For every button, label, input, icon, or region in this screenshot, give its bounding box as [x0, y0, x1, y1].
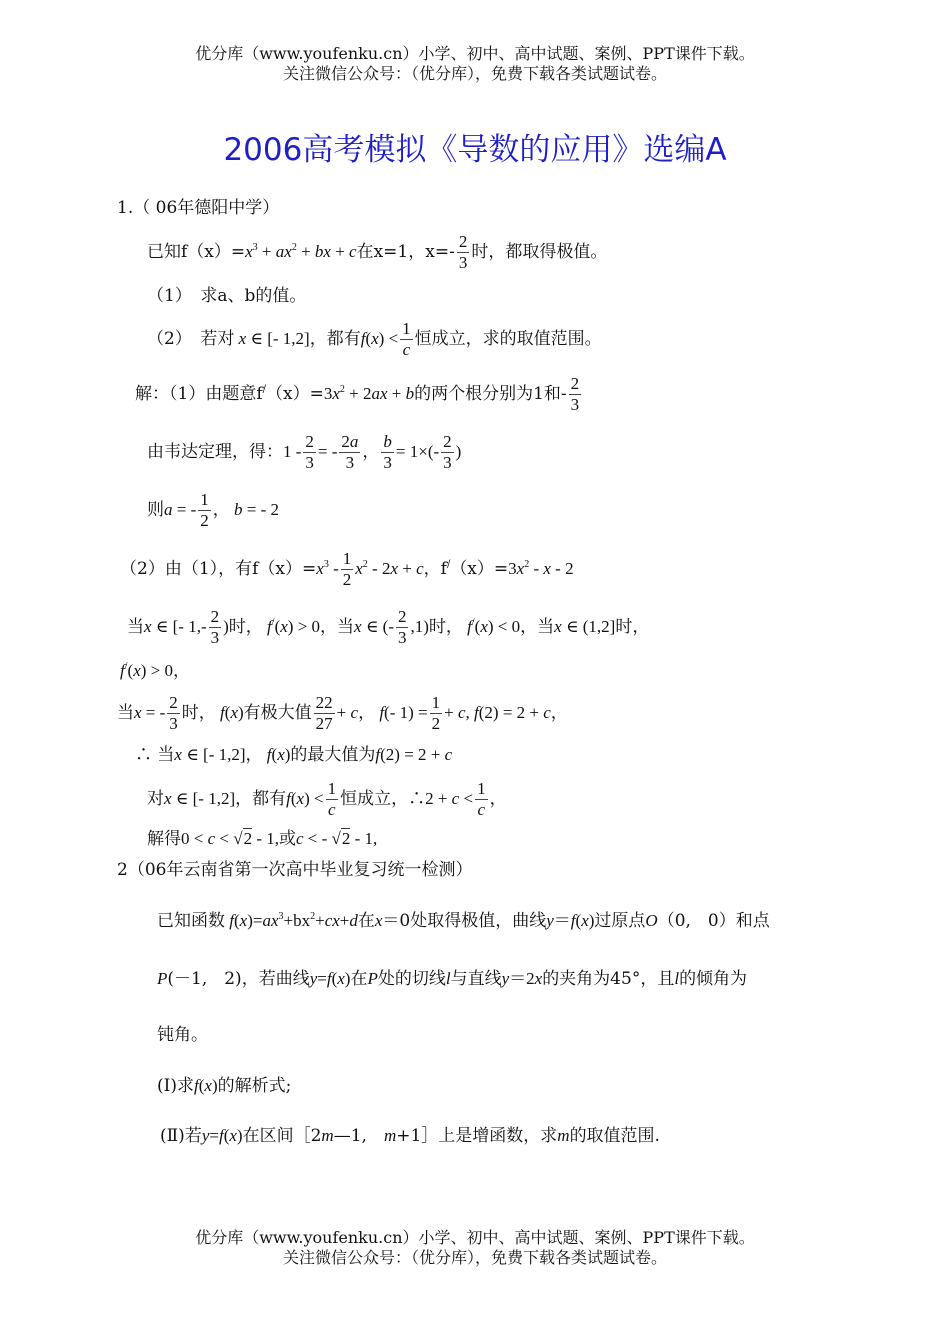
footer-line-2: 关注微信公众号：（优分库），免费下载各类试题试卷。: [282, 1248, 667, 1267]
q1-monotonic: 当x ∈ [- 1,- $\frac{2}{3}$ )时， f/(x) > 0，当x ∈ (- $\frac{2}{3}$ ,1)时， f/(x) < 0，当x ∈ (1,2]时，: [127, 607, 650, 647]
header-line-1: 优分库（www.youfenku.cn）小学、初中、高中试题、案例、PPT课件下载。: [195, 44, 755, 63]
q1-extremum: 当x = - $\frac{2}{3}$ 时， f(x)有极大值 $\frac{22}{27}$ + c， f(- 1) = $\frac{1}{2}$ + c, f(2) = 2 + c，: [117, 693, 568, 733]
q1-part-2: （2） 若对 x ∈ [- 1,2]，都有f(x) < $\frac{1}{c}$ 恒成立，求的取值范围。: [147, 319, 602, 359]
q1-answer: 解得0 < c < √2 - 1,或c < - √2 - 1,: [147, 829, 378, 849]
q1-fprime-positive: f/(x) > 0，: [120, 661, 190, 681]
q1-solution-2: （2）由（1），有$f(x)=x^3$ - $\frac{1}{2}$ $x^2 - 2x + c$，$f^/(x)=3x^2 - x - 2$: [120, 549, 574, 589]
q1-vieta: 由韦达定理，得：1 - $\frac{2}{3}$ = - $\frac{2a}{3}$ ， $\frac{b}{3}$ = 1×(- $\frac{2}{3}$ ): [147, 432, 462, 472]
q1-solution-1: 解：（1）由题意$f^/(x)=3x^2 + 2ax + b$的两个根分别为1和- $\frac{2}{3}$: [135, 374, 580, 414]
q2-label: 2（06年云南省第一次高中毕业复习统一检测）: [117, 860, 473, 880]
q1-label: 1.（ 06年德阳中学）: [117, 198, 280, 218]
q2-line-2: P(－1, 2)，若曲线y=f(x)在P处的切线l与直线y＝2x的夹角为45°，且l的倾角为: [157, 969, 748, 989]
page-title: 2006高考模拟《导数的应用》选编A: [223, 132, 727, 168]
q1-inequality: 对x ∈ [- 1,2]，都有f(x) < $\frac{1}{c}$ 恒成立，∴2 + c < $\frac{1}{c}$ ，: [147, 779, 507, 819]
header-line-2: 关注微信公众号：（优分库），免费下载各类试题试卷。: [282, 64, 667, 83]
q1-part-1: （1） 求a、b的值。: [147, 286, 307, 306]
q1-statement: 已知$f(x)=x^3 + ax^2$ + bx + c在x=1，x=- $\frac{2}{3}$ 时，都取得极值。: [147, 232, 608, 272]
q2-part-2: (Ⅱ)若y=f(x)在区间［2m—1, m+1］上是增函数，求m的取值范围.: [160, 1126, 660, 1146]
q1-max-value: ∴ 当x ∈ [- 1,2]， f(x)的最大值为f(2) = 2 + c: [135, 745, 453, 765]
q2-line-1: 已知函数 $f(x)=ax^3+bx^2+cx+d$在x＝0处取得极值，曲线y＝f(x)过原点O（0, 0）和点: [157, 911, 770, 931]
footer-line-1: 优分库（www.youfenku.cn）小学、初中、高中试题、案例、PPT课件下载。: [195, 1228, 755, 1247]
q2-line-3: 钝角。: [157, 1025, 208, 1045]
q1-result-ab: 则a = - $\frac{1}{2}$ ， b = - 2: [147, 490, 279, 530]
q2-part-1: (Ⅰ)求f(x)的解析式;: [157, 1076, 292, 1096]
